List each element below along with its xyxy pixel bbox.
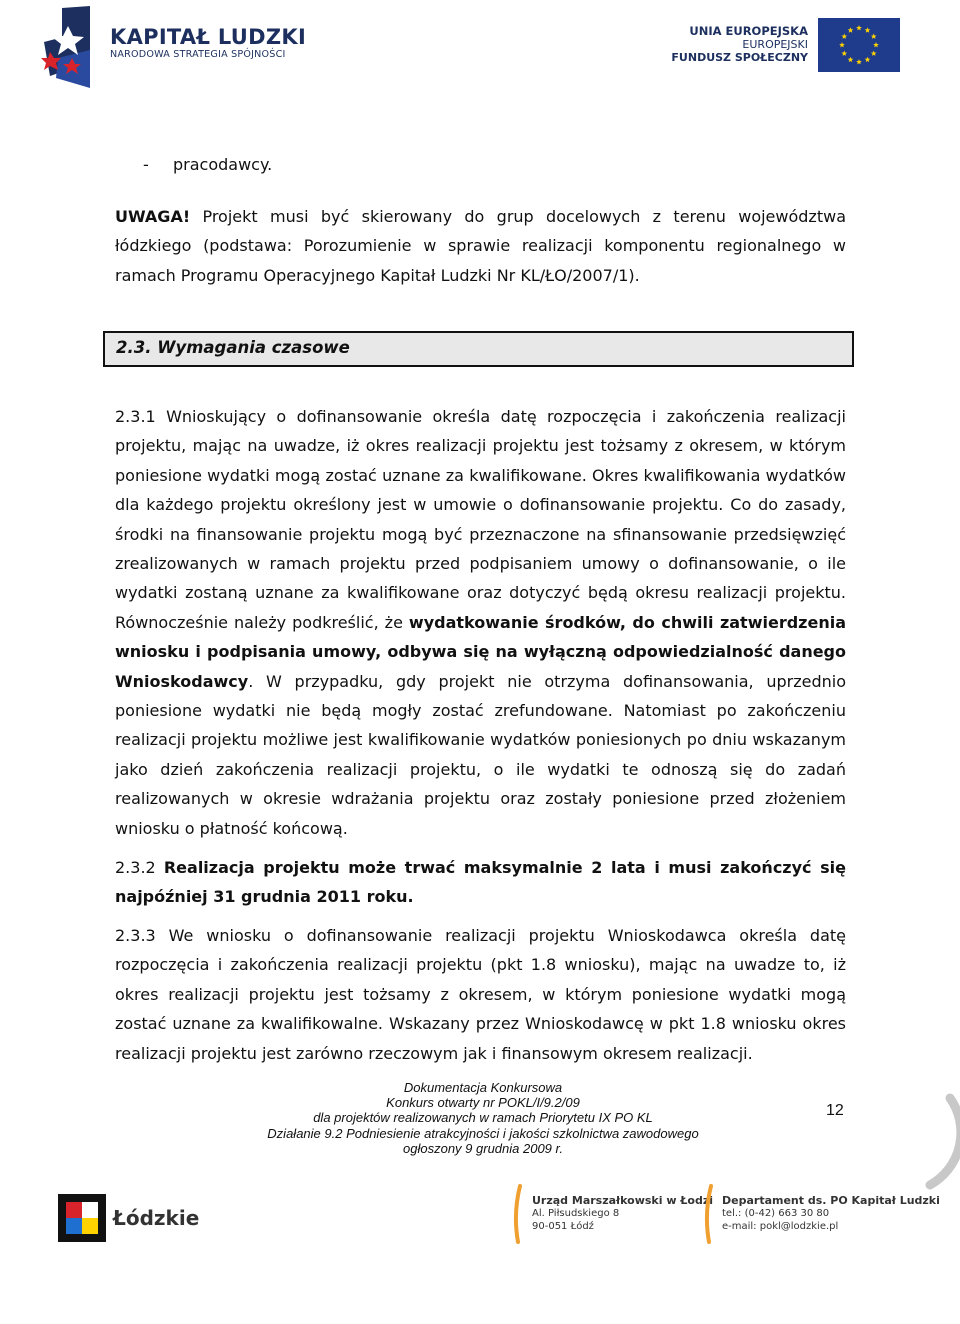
footer-line3: dla projektów realizowanych w ramach Priorytetu IX PO KL	[313, 1110, 653, 1126]
section-heading-box	[103, 331, 854, 367]
page-number: 12	[826, 1102, 844, 1119]
eu-line1: UNIA EUROPEJSKA	[689, 24, 808, 38]
p1-bold: wydatkowanie środków, do chwili zatwierdzenia wniosku i podpisania umowy, odbywa się na wyłączną odpowiedzialność danego Wnioskodawcy	[115, 612, 846, 691]
orange-stroke-icon	[703, 1184, 713, 1244]
bullet-text: pracodawcy.	[173, 155, 273, 174]
footer-line2: Konkurs otwarty nr POKL/I/9.2/09	[386, 1095, 580, 1111]
paragraph-2-3-2	[115, 853, 846, 912]
um-address-line2: 90-051 Łódź	[532, 1221, 594, 1232]
eu-line3: FUNDUSZ SPOŁECZNY	[671, 51, 808, 64]
kl-subtitle: NARODOWA STRATEGIA SPÓJNOŚCI	[110, 49, 286, 60]
eu-flag-icon	[818, 18, 900, 72]
footer-line5: ogłoszony 9 grudnia 2009 r.	[403, 1140, 563, 1156]
kapital-ludzki-brand	[110, 26, 306, 60]
department-contact	[722, 1194, 940, 1233]
p1-text-b: . W przypadku, gdy projekt nie otrzyma dofinansowania, uprzednio poniesione wydatki nie będą mogły zostać zrefundowane. Natomiast po zakończeniu realizacji projektu możliwe jest kwalifikowanie wydatków poniesionych po dniu wskazanym jako dzień zakończenia realizacji projektu, o ile wydatki te odnoszą się do zadań realizowanych w okresie wdrażania projektu oraz zostały poniesione przed złożeniem wniosku o płatność końcową.	[115, 671, 846, 838]
paragraph-2-3-1	[115, 402, 846, 843]
p2-bold: Realizacja projektu może trwać maksymalnie 2 lata i musi zakończyć się najpóźniej 31 grudnia 2011 roku.	[115, 858, 846, 907]
decorative-arc-icon	[870, 1090, 960, 1200]
uwaga-text: Projekt musi być skierowany do grup docelowych z terenu województwa łódzkiego (podstawa: Porozumienie w sprawie realizacji komponentu regionalnego w ramach Programu Operacyjnego Kapitał Ludzki Nr KL/ŁO/2007/1).	[115, 207, 846, 285]
footer-line4: Działanie 9.2 Podniesienie atrakcyjności i jakości szkolnictwa zawodowego	[267, 1125, 699, 1141]
footer-doc-info	[258, 1080, 708, 1156]
orange-stroke-icon	[512, 1184, 522, 1244]
uwaga-paragraph	[115, 202, 846, 290]
p2-num: 2.3.2	[115, 858, 164, 877]
lodzkie-logo-icon	[58, 1194, 106, 1242]
kl-title: KAPITAŁ LUDZKI	[110, 25, 307, 49]
uwaga-label: UWAGA!	[115, 207, 191, 226]
page-header	[0, 0, 960, 95]
dep-title: Departament ds. PO Kapitał Ludzki	[722, 1194, 940, 1207]
um-address-line1: Al. Piłsudskiego 8	[532, 1208, 620, 1219]
um-title: Urząd Marszałkowski w Łodzi	[532, 1194, 713, 1207]
section-title: 2.3. Wymagania czasowe	[116, 338, 350, 357]
footer-line1: Dokumentacja Konkursowa	[403, 1080, 563, 1095]
dep-email: e-mail: pokl@lodzkie.pl	[722, 1221, 839, 1232]
kapital-ludzki-logo-icon	[40, 6, 100, 88]
eu-line2: EUROPEJSKI	[742, 38, 808, 51]
eu-brand	[671, 24, 808, 64]
p3-text: 2.3.3 We wniosku o dofinansowanie realizacji projektu Wnioskodawca określa datę rozpoczęcia i zakończenia realizacji projektu (pkt 1.8 wniosku), mając na uwadze to, iż okres realizacji projektu jest tożsamy z okresem, w którym poniesione wydatki mogą zostać uznane za kwalifikowalne. Wskazany przez Wnioskodawcę w pkt 1.8 wniosku okres realizacji projektu jest zarówno rzeczowym jak i finansowym okresem realizacji.	[115, 926, 846, 1063]
bullet-dash: -	[143, 155, 149, 174]
dep-tel: tel.: (0-42) 663 30 80	[722, 1208, 830, 1219]
p1-text-a: 2.3.1 Wnioskujący o dofinansowanie określa datę rozpoczęcia i zakończenia realizacji projektu, mając na uwadze, iż okres realizacji projektu jest tożsamy z okresem, w którym poniesione wydatki mogą zostać uznane za kwalifikowane. Okres kwalifikowania wydatków dla każdego projektu określony jest w umowie o dofinansowanie projektu. Co do zasady, środki na finansowanie projektu mogą być przeznaczone na sfinansowanie przedsięwzięć zrealizowanych w ramach projektu przed podpisaniem umowy o dofinansowanie, o ile wydatki zostaną uznane za kwalifikowane oraz dotyczyć będą okresu realizacji projektu. Równocześnie należy podkreślić, że	[115, 407, 846, 632]
bullet-item	[143, 155, 272, 174]
paragraph-2-3-3	[115, 921, 846, 1068]
urzad-marszalkowski-contact	[532, 1194, 713, 1233]
lodzkie-label: Łódzkie	[113, 1206, 200, 1230]
